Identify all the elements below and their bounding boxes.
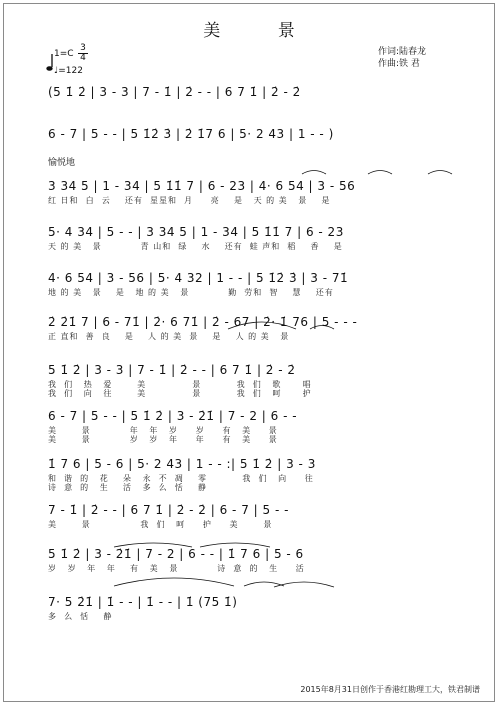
song-title: 美 景 — [203, 21, 321, 41]
lyric-line: 多 么 恬 静 — [48, 612, 113, 621]
tempo-marking: ♩=122 — [54, 66, 83, 76]
composer-credit: 作曲:铁 君 — [378, 59, 420, 69]
expression-marking: 愉悦地 — [48, 158, 76, 168]
note-line: 2̇ 2̇1̇ 7 | 6 - 71̇ | 2̇· 6 71̇ | 2̇ - 67 | 2̇· 1̇ 76 | 5 - - - — [48, 315, 358, 329]
lyric-line: 美 景 我 们 呵 护 美 景 — [48, 520, 273, 529]
note-line: 3 34 5 | 1 - 34 | 5 1̇1̇ 7 | 6 - 23 | 4· 6 54 | 3 - 56 — [48, 179, 356, 193]
footer-note: 2015年8月31日创作于香港红勘理工大，铁君制谱 — [300, 685, 480, 694]
slur-mark — [310, 326, 334, 330]
lyric-line: 我 们 热 爱 美 景 我 们 歌 唱 — [48, 380, 312, 389]
slur-mark — [114, 543, 192, 547]
note-line: 6 - 7 | 5 - - | 5 1̇ 2̇ | 3 - 2̇1̇ | 7 - 2 | 6 - - — [48, 409, 298, 423]
slur-mark — [368, 171, 392, 175]
note-line: 4· 6 54 | 3 - 56 | 5· 4 32 | 1 - - | 5 1̇2̇ 3̇ | 3 - 71̇ — [48, 271, 349, 285]
slur-mark — [114, 578, 234, 586]
lyricist-credit: 作词:陆春龙 — [378, 47, 427, 57]
lyric-line-second-verse: 诗 意 的 生 活 多 么 恬 静 — [48, 483, 207, 492]
lyric-line-second-verse: 我 们 向 往 美 景 我 们 呵 护 — [48, 389, 312, 398]
score-sheet — [3, 3, 495, 702]
note-line: 5· 4 34 | 5 - - | 3 34 5 | 1 - 34 | 5 1̇1̇ 7 | 6 - 23 — [48, 225, 344, 239]
note-line: (5 1̇ 2̇ | 3 - 3 | 7 - 1̇ | 2̇ - - | 6 7 1̇ | 2̇ - 2̇ — [48, 85, 301, 99]
note-line: 7 - 1̇ | 2̇ - - | 6 7 1̇ | 2̇ - 2̇ | 6 - 7 | 5 - - — [48, 503, 289, 517]
lyric-line: 天 的 美 景 青 山和 绿 水 还有 蛙 声和 稻 香 是 — [48, 242, 343, 251]
key-signature: 1=C — [54, 49, 74, 59]
time-signature-bottom: 4 — [80, 53, 86, 63]
lyric-line: 红 日和 白 云 还有 星星和 月 亮 是 天 的 美 景 是 — [48, 196, 331, 205]
lyric-line-second-verse: 美 景 岁 岁 年 年 有 美 景 — [48, 435, 278, 444]
note-line: 1̇ 7 6 | 5 - 6 | 5· 2 43 | 1 - - :| 5 1̇ 2̇ | 3 - 3 — [48, 457, 316, 471]
lyric-line: 地 的 美 景 是 地 的 美 景 勤 劳和 智 慧 还有 — [48, 288, 334, 297]
lyric-line: 美 景 年 年 岁 岁 有 美 景 — [48, 426, 278, 435]
note-line: 7· 5 2̇1̇ | 1̇ - - | 1̇ - - | 1̇ (75 1̇) — [48, 595, 238, 609]
note-line: 5 1̇ 2̇ | 3 - 2̇1̇ | 7 - 2 | 6 - - | 1̇ 7 6 | 5 - 6 — [48, 547, 304, 561]
note-line: 5 1̇ 2̇ | 3 - 3 | 7 - 1̇ | 2̇ - - | 6 7 1̇ | 2̇ - 2̇ — [48, 363, 296, 377]
time-signature-top: 3 — [78, 44, 88, 54]
lyric-line: 和 谐 的 花 朵 永 不 凋 零 我 们 向 往 — [48, 474, 314, 483]
lyric-line: 正 直和 善 良 是 人 的 美 景 是 人 的 美 景 — [48, 332, 290, 341]
note-line: 6 - 7 | 5 - - | 5 1̇2̇ 3̇ | 2̇ 1̇7 6 | 5· 2 43 | 1 - - ) — [48, 127, 334, 141]
slur-mark — [228, 322, 296, 329]
slur-mark — [200, 543, 270, 547]
slur-mark — [302, 171, 326, 175]
slur-mark — [274, 582, 334, 587]
slur-overlay — [4, 4, 494, 701]
lyric-line: 岁 岁 年 年 有 美 景 诗 意 的 生 活 — [48, 564, 305, 573]
slur-mark — [428, 171, 452, 175]
